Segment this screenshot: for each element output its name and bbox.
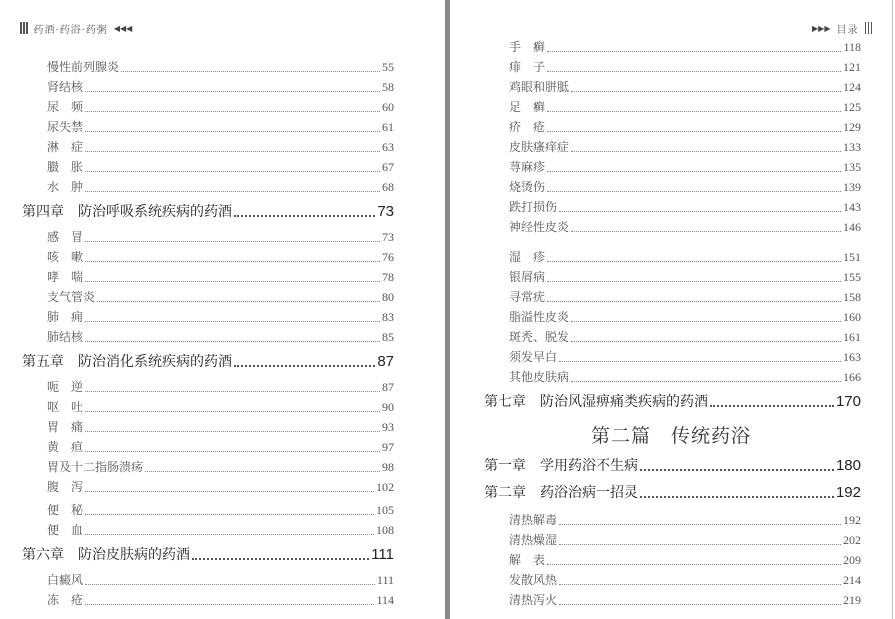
toc-entry-row[interactable]: [47, 268, 394, 286]
toc-page-number: 85: [382, 330, 394, 344]
toc-label: 湿 疹: [509, 250, 546, 264]
toc-label: 寻常疣: [509, 290, 546, 304]
right-page: [450, 0, 893, 619]
toc-label: 神经性皮炎: [509, 220, 570, 234]
dot-leader: [85, 514, 374, 515]
toc-entry-row[interactable]: [47, 438, 394, 456]
dot-leader: [571, 151, 841, 152]
toc-page-number: 78: [382, 270, 394, 284]
toc-page-number: 118: [843, 40, 861, 54]
triple-bar-icon: [865, 22, 873, 34]
toc-entry-row[interactable]: [47, 78, 394, 96]
dot-leader: [85, 191, 380, 192]
dot-leader: [85, 491, 374, 492]
toc-label: 解 表: [509, 553, 546, 567]
toc-page-number: 63: [382, 140, 394, 154]
toc-page-number: 108: [376, 523, 394, 537]
dot-leader: [85, 321, 380, 322]
toc-entry-row[interactable]: [509, 58, 861, 76]
toc-chapter-row[interactable]: [22, 201, 394, 221]
toc-entry-row[interactable]: [47, 98, 394, 116]
toc-label: 淋 症: [47, 140, 84, 154]
dot-leader: [547, 171, 841, 172]
dot-leader: [234, 215, 375, 217]
toc-label: 脂溢性皮炎: [509, 310, 570, 324]
toc-page-number: 192: [843, 513, 861, 527]
toc-entry-row[interactable]: [509, 98, 861, 116]
toc-page-number: 143: [843, 200, 861, 214]
toc-page-number: 58: [382, 80, 394, 94]
left-arrows-icon: ◀◀◀: [113, 23, 133, 33]
dot-leader: [85, 91, 380, 92]
toc-page-number: 61: [382, 120, 394, 134]
dot-leader: [547, 281, 841, 282]
toc-entry-row[interactable]: [509, 571, 861, 589]
toc-entry-row[interactable]: [509, 118, 861, 136]
toc-page-number: 135: [843, 160, 861, 174]
toc-label: 冻 疮: [47, 593, 84, 607]
toc-page-number: 133: [843, 140, 861, 154]
toc-page-number: 97: [382, 440, 394, 454]
toc-entry-row[interactable]: [509, 551, 861, 569]
toc-entry-row[interactable]: [47, 571, 394, 589]
dot-leader: [85, 261, 380, 262]
toc-label: 痱 子: [509, 60, 546, 74]
toc-label: 第七章 防治风湿痹痛类疾病的药酒: [484, 394, 708, 410]
dot-leader: [85, 584, 375, 585]
toc-entry-row[interactable]: [47, 58, 394, 76]
running-head-left: [20, 20, 132, 36]
toc-label: 黄 疸: [47, 440, 84, 454]
dot-leader: [559, 604, 841, 605]
toc-entry-row[interactable]: [47, 158, 394, 176]
dot-leader: [640, 469, 834, 471]
toc-page-number: 180: [835, 457, 861, 474]
toc-page-number: 114: [376, 593, 394, 607]
toc-page-number: 105: [376, 503, 394, 517]
toc-entry-row[interactable]: [509, 248, 861, 266]
toc-entry-row[interactable]: [509, 218, 861, 236]
dot-leader: [85, 534, 374, 535]
dot-leader: [234, 365, 375, 367]
toc-label: 哮 喘: [47, 270, 84, 284]
toc-entry-row[interactable]: [47, 178, 394, 196]
dot-leader: [547, 191, 841, 192]
toc-page-number: 87: [382, 380, 394, 394]
toc-label: 疥 疮: [509, 120, 546, 134]
dot-leader: [547, 51, 841, 52]
toc-label: 烧烫伤: [509, 180, 546, 194]
toc-page-number: 163: [843, 350, 861, 364]
dot-leader: [85, 281, 380, 282]
toc-page-number: 111: [371, 546, 394, 563]
right-arrows-icon: ▶▶▶: [812, 23, 831, 33]
toc-entry-row[interactable]: [47, 418, 394, 436]
toc-label: 第二章 药浴治病一招灵: [484, 485, 638, 501]
dot-leader: [547, 564, 841, 565]
toc-page-number: 87: [377, 353, 394, 370]
toc-page-number: 111: [376, 573, 394, 587]
toc-label: 尿 频: [47, 100, 84, 114]
toc-page-number: 83: [382, 310, 394, 324]
dot-leader: [85, 111, 380, 112]
part-title: 第二篇 传统药浴: [590, 425, 751, 447]
dot-leader: [571, 91, 841, 92]
toc-label: 清热泻火: [509, 593, 558, 607]
toc-label: 便 秘: [47, 503, 84, 517]
toc-label: 慢性前列腺炎: [47, 60, 120, 74]
toc-label: 第一章 学用药浴不生病: [484, 458, 638, 474]
toc-page-number: 73: [382, 230, 394, 244]
toc-label: 腹 泻: [47, 480, 84, 494]
toc-entry-row[interactable]: [47, 328, 394, 346]
toc-page-number: 90: [382, 400, 394, 414]
toc-label: 咳 嗽: [47, 250, 84, 264]
dot-leader: [85, 171, 380, 172]
left-page: [0, 0, 445, 619]
toc-page-number: 98: [382, 460, 394, 474]
toc-entry-row[interactable]: [47, 248, 394, 266]
toc-entry-row[interactable]: [509, 328, 861, 346]
dot-leader: [85, 431, 380, 432]
toc-entry-row[interactable]: [509, 268, 861, 286]
dot-leader: [571, 231, 841, 232]
dot-leader: [85, 604, 374, 605]
toc-entry-row[interactable]: [47, 591, 394, 609]
toc-label: 感 冒: [47, 230, 84, 244]
toc-page-number: 102: [376, 480, 394, 494]
toc-label: 呃 逆: [47, 380, 84, 394]
toc-entry-row[interactable]: [47, 228, 394, 246]
toc-chapter-row[interactable]: [484, 391, 861, 411]
toc-page-number: 125: [843, 100, 861, 114]
toc-page-number: 67: [382, 160, 394, 174]
toc-page-number: 209: [843, 553, 861, 567]
toc-entry-row[interactable]: [47, 138, 394, 156]
dot-leader: [559, 524, 841, 525]
dot-leader: [85, 341, 380, 342]
toc-page-number: 129: [843, 120, 861, 134]
toc-entry-row[interactable]: [47, 398, 394, 416]
toc-entry-row[interactable]: [509, 511, 861, 529]
dot-leader: [559, 584, 841, 585]
dot-leader: [85, 151, 380, 152]
toc-label: 第六章 防治皮肤病的药酒: [22, 547, 190, 563]
toc-page-number: 139: [843, 180, 861, 194]
toc-page-number: 155: [843, 270, 861, 284]
toc-entry-row[interactable]: [509, 178, 861, 196]
dot-leader: [559, 361, 841, 362]
dot-leader: [571, 321, 841, 322]
toc-chapter-row[interactable]: [22, 351, 394, 371]
toc-label: 胃及十二指肠溃疡: [47, 460, 144, 474]
toc-chapter-row[interactable]: [484, 482, 861, 502]
dot-leader: [640, 496, 834, 498]
toc-entry-row[interactable]: [509, 138, 861, 156]
toc-entry-row[interactable]: [509, 38, 861, 56]
toc-label: 肺 痈: [47, 310, 84, 324]
triple-bar-icon: [20, 22, 28, 34]
toc-page-number: 170: [835, 393, 861, 410]
toc-entry-row[interactable]: [509, 531, 861, 549]
toc-page-number: 60: [382, 100, 394, 114]
dot-leader: [145, 471, 380, 472]
toc-entry-row[interactable]: [509, 158, 861, 176]
toc-label: 荨麻疹: [509, 160, 546, 174]
toc-page-number: 55: [382, 60, 394, 74]
toc-chapter-row[interactable]: [22, 544, 394, 564]
toc-page-number: 93: [382, 420, 394, 434]
toc-entry-row[interactable]: [509, 198, 861, 216]
toc-label: 白癜风: [47, 573, 84, 587]
dot-leader: [547, 111, 841, 112]
toc-page-number: 73: [377, 203, 394, 220]
toc-label: 肾结核: [47, 80, 84, 94]
toc-label: 皮肤瘙痒症: [509, 140, 570, 154]
dot-leader: [547, 71, 841, 72]
toc-page-number: 160: [843, 310, 861, 324]
toc-page-number: 76: [382, 250, 394, 264]
dot-leader: [192, 558, 369, 560]
toc-entry-row[interactable]: [509, 288, 861, 306]
toc-page-number: 121: [843, 60, 861, 74]
toc-label: 须发早白: [509, 350, 558, 364]
running-head-right: [812, 20, 872, 36]
toc-entry-row[interactable]: [509, 348, 861, 366]
running-head-title: 药酒·药浴·药粥: [33, 24, 108, 36]
toc-label: 第四章 防治呼吸系统疾病的药酒: [22, 204, 232, 220]
toc-page-number: 202: [843, 533, 861, 547]
toc-page-number: 161: [843, 330, 861, 344]
toc-chapter-row[interactable]: [484, 455, 861, 475]
toc-entry-row[interactable]: [509, 78, 861, 96]
toc-label: 支气管炎: [47, 290, 96, 304]
toc-label: 足 癣: [509, 100, 546, 114]
dot-leader: [571, 381, 841, 382]
toc-label: 第五章 防治消化系统疾病的药酒: [22, 354, 232, 370]
dot-leader: [85, 131, 380, 132]
toc-label: 尿失禁: [47, 120, 84, 134]
dot-leader: [85, 241, 380, 242]
toc-page-number: 158: [843, 290, 861, 304]
dot-leader: [121, 71, 380, 72]
dot-leader: [85, 411, 380, 412]
toc-page-number: 219: [843, 593, 861, 607]
toc-label: 跌打损伤: [509, 200, 558, 214]
toc-label: 便 血: [47, 523, 84, 537]
toc-page-number: 146: [843, 220, 861, 234]
dot-leader: [85, 391, 380, 392]
toc-label: 发散风热: [509, 573, 558, 587]
toc-page-number: 80: [382, 290, 394, 304]
toc-page-number: 214: [843, 573, 861, 587]
toc-label: 清热燥湿: [509, 533, 558, 547]
toc-label: 水 肿: [47, 180, 84, 194]
toc-label: 斑秃、脱发: [509, 330, 570, 344]
dot-leader: [547, 131, 841, 132]
toc-page-number: 68: [382, 180, 394, 194]
toc-entry-row[interactable]: [509, 591, 861, 609]
toc-page-number: 192: [835, 484, 861, 501]
toc-page-number: 124: [843, 80, 861, 94]
dot-leader: [710, 405, 834, 407]
toc-label: 肺结核: [47, 330, 84, 344]
dot-leader: [559, 544, 841, 545]
toc-page-number: 151: [843, 250, 861, 264]
toc-page-number: 166: [843, 370, 861, 384]
dot-leader: [559, 211, 841, 212]
toc-label: 鸡眼和胼胝: [509, 80, 570, 94]
toc-label: 其他皮肤病: [509, 370, 570, 384]
toc-entry-row[interactable]: [509, 308, 861, 326]
toc-entry-row[interactable]: [47, 478, 394, 496]
dot-leader: [85, 451, 380, 452]
toc-label: 胃 痛: [47, 420, 84, 434]
dot-leader: [547, 261, 841, 262]
toc-label: 呕 吐: [47, 400, 84, 414]
toc-label: 臌 胀: [47, 160, 84, 174]
toc-entry-row[interactable]: [509, 368, 861, 386]
toc-entry-row[interactable]: [47, 458, 394, 476]
toc-label: 清热解毒: [509, 513, 558, 527]
toc-entry-row[interactable]: [47, 308, 394, 326]
dot-leader: [547, 301, 841, 302]
toc-label: 银屑病: [509, 270, 546, 284]
toc-entry-row[interactable]: [47, 501, 394, 519]
toc-entry-row[interactable]: [47, 288, 394, 306]
toc-entry-row[interactable]: [47, 521, 394, 539]
running-head-title: 目录: [836, 24, 859, 36]
toc-label: 手 癣: [509, 40, 546, 54]
dot-leader: [97, 301, 380, 302]
toc-entry-row[interactable]: [47, 378, 394, 396]
toc-entry-row[interactable]: [47, 118, 394, 136]
dot-leader: [571, 341, 841, 342]
